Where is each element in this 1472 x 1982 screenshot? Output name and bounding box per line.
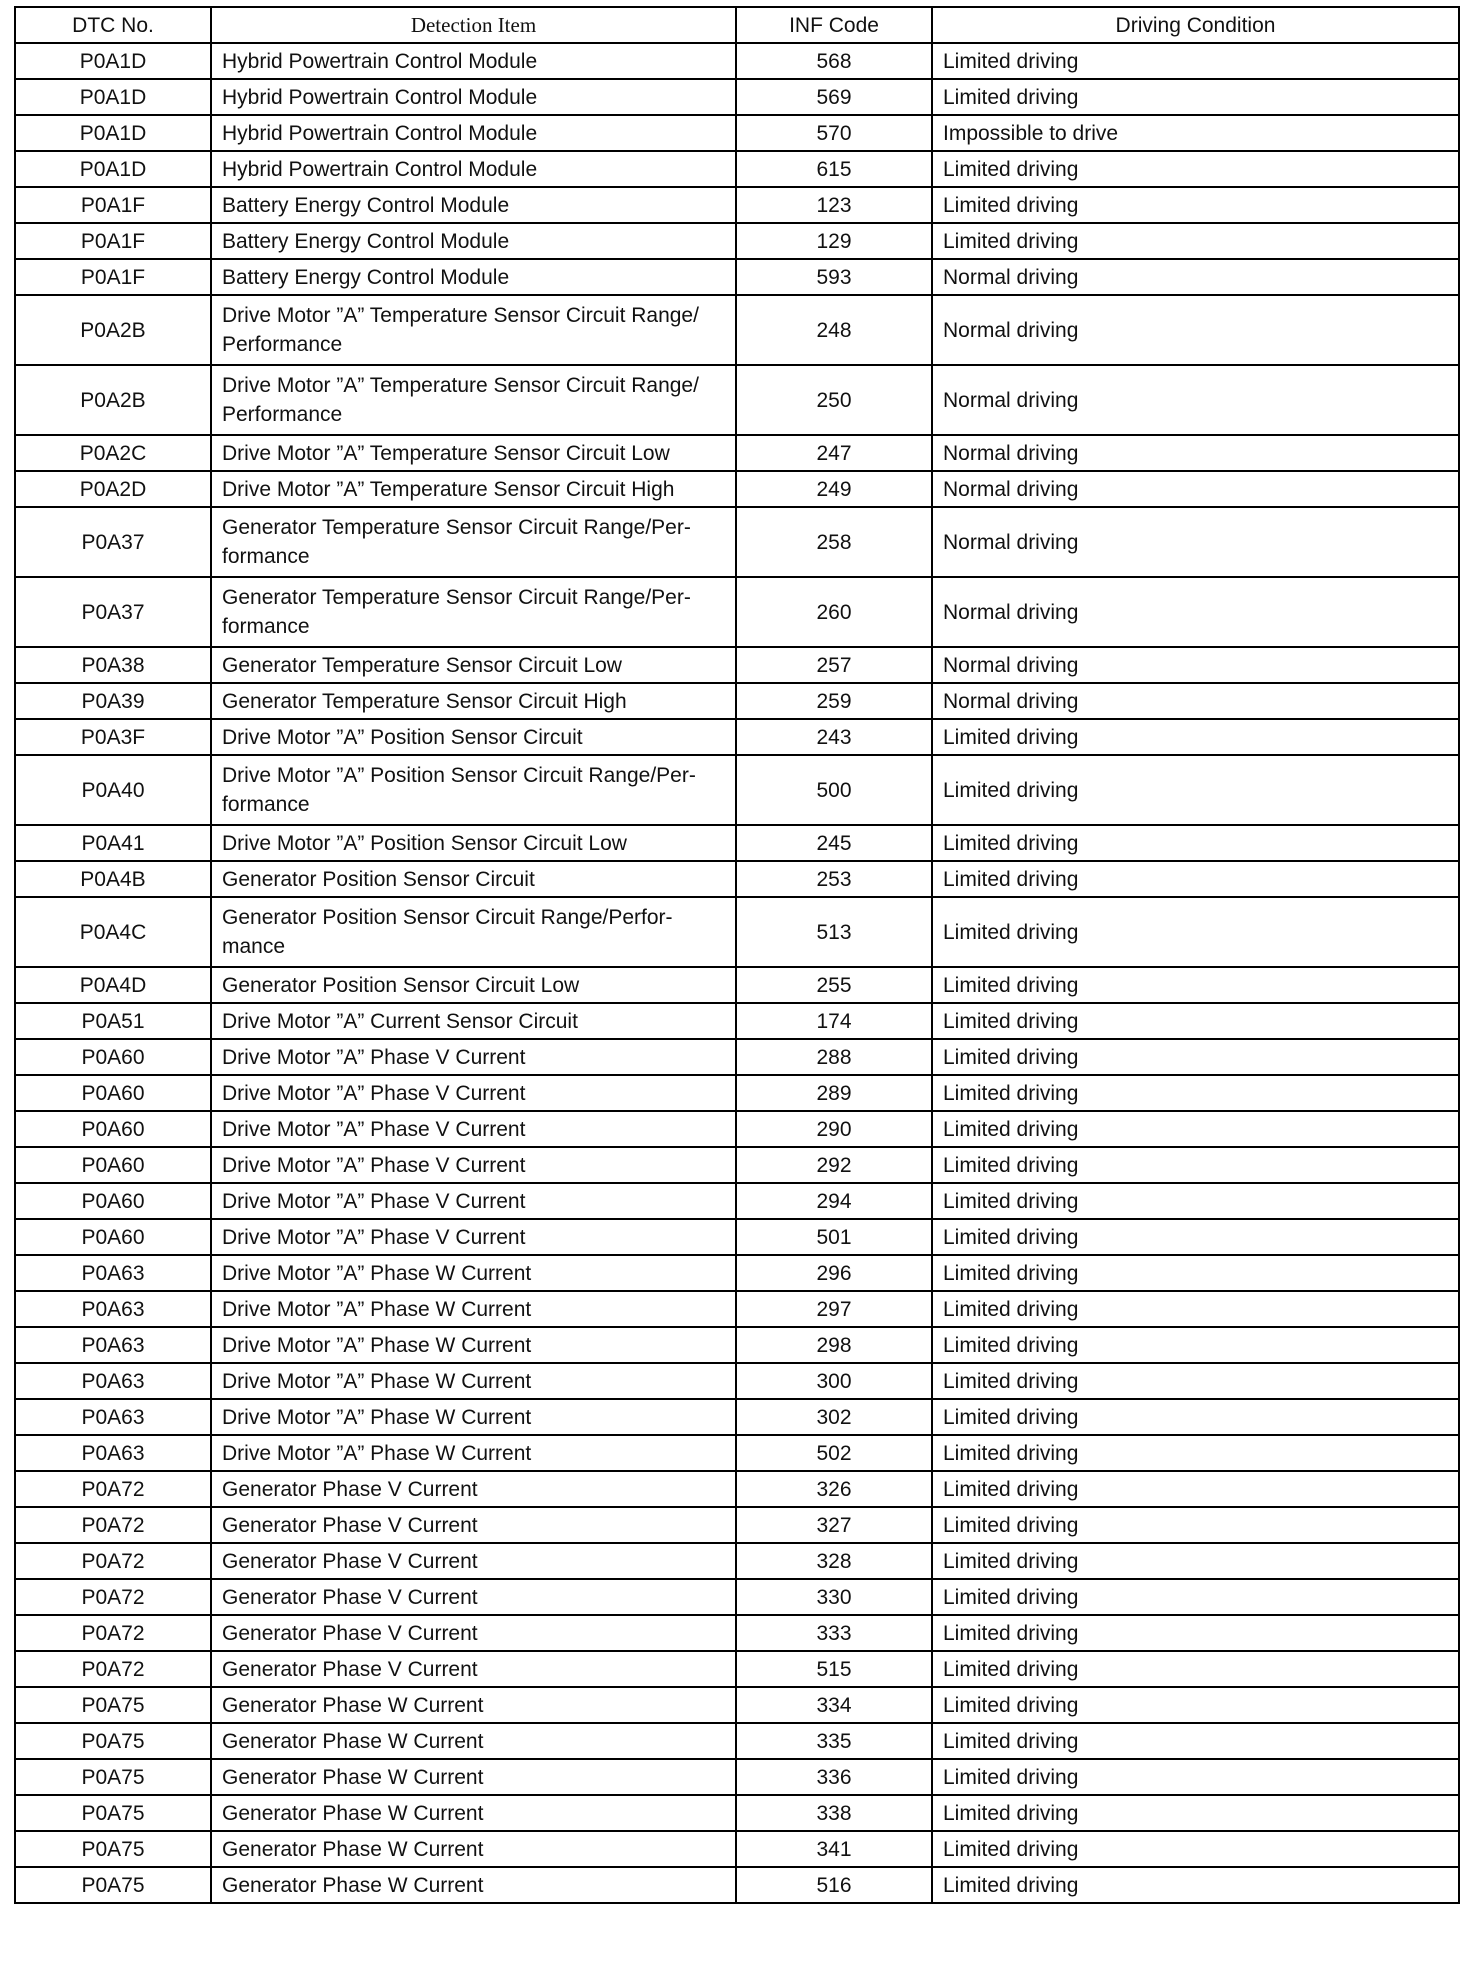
- table-row: [15, 1399, 1459, 1435]
- driving-condition-cell: Limited driving: [932, 1435, 1459, 1471]
- dtc-code-cell: P0A37: [15, 507, 211, 577]
- detection-item-cell: Drive Motor ”A” Temperature Sensor Circuit High: [211, 471, 736, 507]
- inf-code-cell: 328: [736, 1543, 932, 1579]
- driving-condition-cell: Limited driving: [932, 1471, 1459, 1507]
- driving-condition-cell: Limited driving: [932, 861, 1459, 897]
- driving-condition-cell: Limited driving: [932, 43, 1459, 79]
- detection-item-cell: Drive Motor ”A” Current Sensor Circuit: [211, 1003, 736, 1039]
- table-row: [15, 1435, 1459, 1471]
- driving-condition-cell: Limited driving: [932, 1183, 1459, 1219]
- table-row: [15, 1255, 1459, 1291]
- driving-condition-cell: Normal driving: [932, 577, 1459, 647]
- detection-item-cell: Drive Motor ”A” Position Sensor Circuit Range/Per- formance: [211, 755, 736, 825]
- header-inf-code: INF Code: [736, 7, 932, 43]
- detection-item-cell: Drive Motor ”A” Temperature Sensor Circuit Range/ Performance: [211, 295, 736, 365]
- detection-item-cell: Hybrid Powertrain Control Module: [211, 43, 736, 79]
- detection-item-cell: Generator Temperature Sensor Circuit Range/Per- formance: [211, 577, 736, 647]
- driving-condition-cell: Limited driving: [932, 1723, 1459, 1759]
- dtc-code-cell: P0A60: [15, 1183, 211, 1219]
- detection-item-cell: Generator Phase V Current: [211, 1579, 736, 1615]
- inf-code-cell: 515: [736, 1651, 932, 1687]
- dtc-code-cell: P0A75: [15, 1759, 211, 1795]
- driving-condition-cell: Limited driving: [932, 1399, 1459, 1435]
- table-row: [15, 1219, 1459, 1255]
- inf-code-cell: 297: [736, 1291, 932, 1327]
- table-row: [15, 1543, 1459, 1579]
- driving-condition-cell: Limited driving: [932, 1831, 1459, 1867]
- driving-condition-cell: Limited driving: [932, 1075, 1459, 1111]
- dtc-code-cell: P0A60: [15, 1111, 211, 1147]
- detection-item-cell: Generator Phase V Current: [211, 1543, 736, 1579]
- dtc-code-cell: P0A75: [15, 1831, 211, 1867]
- table-row: [15, 259, 1459, 295]
- detection-item-cell: Generator Position Sensor Circuit Range/Perfor- mance: [211, 897, 736, 967]
- driving-condition-cell: Limited driving: [932, 1111, 1459, 1147]
- driving-condition-cell: Normal driving: [932, 683, 1459, 719]
- detection-item-cell: Generator Temperature Sensor Circuit High: [211, 683, 736, 719]
- table-row: [15, 1507, 1459, 1543]
- inf-code-cell: 338: [736, 1795, 932, 1831]
- table-row: [15, 471, 1459, 507]
- inf-code-cell: 593: [736, 259, 932, 295]
- driving-condition-cell: Limited driving: [932, 79, 1459, 115]
- inf-code-cell: 258: [736, 507, 932, 577]
- dtc-code-cell: P0A63: [15, 1255, 211, 1291]
- dtc-code-cell: P0A63: [15, 1363, 211, 1399]
- dtc-code-cell: P0A72: [15, 1615, 211, 1651]
- driving-condition-cell: Limited driving: [932, 967, 1459, 1003]
- table-row: [15, 295, 1459, 365]
- dtc-code-cell: P0A1F: [15, 259, 211, 295]
- detection-item-cell: Drive Motor ”A” Phase V Current: [211, 1039, 736, 1075]
- inf-code-cell: 326: [736, 1471, 932, 1507]
- driving-condition-cell: Normal driving: [932, 259, 1459, 295]
- inf-code-cell: 333: [736, 1615, 932, 1651]
- dtc-code-cell: P0A1D: [15, 115, 211, 151]
- dtc-code-cell: P0A1F: [15, 187, 211, 223]
- driving-condition-cell: Normal driving: [932, 647, 1459, 683]
- driving-condition-cell: Limited driving: [932, 897, 1459, 967]
- inf-code-cell: 259: [736, 683, 932, 719]
- dtc-code-cell: P0A51: [15, 1003, 211, 1039]
- dtc-code-cell: P0A60: [15, 1219, 211, 1255]
- driving-condition-cell: Limited driving: [932, 1147, 1459, 1183]
- inf-code-cell: 501: [736, 1219, 932, 1255]
- detection-item-cell: Generator Phase W Current: [211, 1759, 736, 1795]
- dtc-code-cell: P0A72: [15, 1471, 211, 1507]
- table-row: [15, 1867, 1459, 1903]
- inf-code-cell: 569: [736, 79, 932, 115]
- driving-condition-cell: Limited driving: [932, 825, 1459, 861]
- dtc-code-cell: P0A41: [15, 825, 211, 861]
- table-row: [15, 1075, 1459, 1111]
- driving-condition-cell: Normal driving: [932, 365, 1459, 435]
- table-body: [15, 43, 1459, 1903]
- inf-code-cell: 174: [736, 1003, 932, 1039]
- inf-code-cell: 330: [736, 1579, 932, 1615]
- detection-item-cell: Drive Motor ”A” Phase W Current: [211, 1255, 736, 1291]
- dtc-code-cell: P0A37: [15, 577, 211, 647]
- detection-item-cell: Drive Motor ”A” Phase W Current: [211, 1327, 736, 1363]
- driving-condition-cell: Limited driving: [932, 1579, 1459, 1615]
- inf-code-cell: 516: [736, 1867, 932, 1903]
- inf-code-cell: 336: [736, 1759, 932, 1795]
- dtc-code-cell: P0A1F: [15, 223, 211, 259]
- detection-item-cell: Battery Energy Control Module: [211, 259, 736, 295]
- table-row: [15, 1615, 1459, 1651]
- header-row: [15, 7, 1459, 43]
- dtc-code-cell: P0A72: [15, 1507, 211, 1543]
- detection-item-cell: Drive Motor ”A” Phase W Current: [211, 1291, 736, 1327]
- detection-item-cell: Generator Position Sensor Circuit Low: [211, 967, 736, 1003]
- detection-item-cell: Battery Energy Control Module: [211, 223, 736, 259]
- inf-code-cell: 298: [736, 1327, 932, 1363]
- dtc-code-cell: P0A2B: [15, 365, 211, 435]
- detection-item-cell: Drive Motor ”A” Phase V Current: [211, 1219, 736, 1255]
- driving-condition-cell: Limited driving: [932, 223, 1459, 259]
- inf-code-cell: 296: [736, 1255, 932, 1291]
- dtc-code-cell: P0A60: [15, 1039, 211, 1075]
- table-row: [15, 1003, 1459, 1039]
- dtc-code-cell: P0A1D: [15, 43, 211, 79]
- detection-item-cell: Drive Motor ”A” Position Sensor Circuit: [211, 719, 736, 755]
- driving-condition-cell: Limited driving: [932, 1651, 1459, 1687]
- dtc-code-cell: P0A72: [15, 1651, 211, 1687]
- dtc-table-container: [14, 6, 1458, 1904]
- inf-code-cell: 335: [736, 1723, 932, 1759]
- dtc-code-cell: P0A1D: [15, 151, 211, 187]
- detection-item-cell: Generator Position Sensor Circuit: [211, 861, 736, 897]
- driving-condition-cell: Limited driving: [932, 1795, 1459, 1831]
- inf-code-cell: 292: [736, 1147, 932, 1183]
- inf-code-cell: 334: [736, 1687, 932, 1723]
- driving-condition-cell: Limited driving: [932, 1039, 1459, 1075]
- detection-item-cell: Battery Energy Control Module: [211, 187, 736, 223]
- driving-condition-cell: Limited driving: [932, 1219, 1459, 1255]
- driving-condition-cell: Limited driving: [932, 187, 1459, 223]
- driving-condition-cell: Limited driving: [932, 1867, 1459, 1903]
- table-row: [15, 577, 1459, 647]
- table-row: [15, 435, 1459, 471]
- detection-item-cell: Drive Motor ”A” Phase W Current: [211, 1363, 736, 1399]
- detection-item-cell: Drive Motor ”A” Position Sensor Circuit Low: [211, 825, 736, 861]
- inf-code-cell: 250: [736, 365, 932, 435]
- inf-code-cell: 290: [736, 1111, 932, 1147]
- table-row: [15, 79, 1459, 115]
- table-row: [15, 897, 1459, 967]
- driving-condition-cell: Limited driving: [932, 1615, 1459, 1651]
- dtc-code-cell: P0A75: [15, 1687, 211, 1723]
- table-header: [15, 7, 1459, 43]
- detection-item-cell: Generator Temperature Sensor Circuit Low: [211, 647, 736, 683]
- detection-item-cell: Generator Phase V Current: [211, 1507, 736, 1543]
- inf-code-cell: 247: [736, 435, 932, 471]
- driving-condition-cell: Normal driving: [932, 435, 1459, 471]
- dtc-code-cell: P0A72: [15, 1579, 211, 1615]
- dtc-code-cell: P0A75: [15, 1795, 211, 1831]
- inf-code-cell: 568: [736, 43, 932, 79]
- driving-condition-cell: Limited driving: [932, 719, 1459, 755]
- detection-item-cell: Generator Temperature Sensor Circuit Range/Per- formance: [211, 507, 736, 577]
- inf-code-cell: 260: [736, 577, 932, 647]
- table-row: [15, 1291, 1459, 1327]
- driving-condition-cell: Limited driving: [932, 1759, 1459, 1795]
- dtc-code-cell: P0A2B: [15, 295, 211, 365]
- dtc-code-cell: P0A63: [15, 1399, 211, 1435]
- table-row: [15, 507, 1459, 577]
- driving-condition-cell: Limited driving: [932, 1291, 1459, 1327]
- driving-condition-cell: Limited driving: [932, 1507, 1459, 1543]
- dtc-code-cell: P0A63: [15, 1435, 211, 1471]
- inf-code-cell: 294: [736, 1183, 932, 1219]
- header-driving-condition: Driving Condition: [932, 7, 1459, 43]
- table-row: [15, 1327, 1459, 1363]
- table-row: [15, 1579, 1459, 1615]
- table-row: [15, 1831, 1459, 1867]
- driving-condition-cell: Normal driving: [932, 507, 1459, 577]
- detection-item-cell: Hybrid Powertrain Control Module: [211, 115, 736, 151]
- detection-item-cell: Drive Motor ”A” Phase V Current: [211, 1183, 736, 1219]
- table-row: [15, 365, 1459, 435]
- table-row: [15, 43, 1459, 79]
- inf-code-cell: 513: [736, 897, 932, 967]
- table-row: [15, 967, 1459, 1003]
- table-row: [15, 825, 1459, 861]
- driving-condition-cell: Limited driving: [932, 1363, 1459, 1399]
- driving-condition-cell: Normal driving: [932, 471, 1459, 507]
- detection-item-cell: Drive Motor ”A” Temperature Sensor Circuit Range/ Performance: [211, 365, 736, 435]
- driving-condition-cell: Limited driving: [932, 1255, 1459, 1291]
- table-row: [15, 755, 1459, 825]
- driving-condition-cell: Limited driving: [932, 1687, 1459, 1723]
- table-row: [15, 1723, 1459, 1759]
- driving-condition-cell: Impossible to drive: [932, 115, 1459, 151]
- driving-condition-cell: Limited driving: [932, 151, 1459, 187]
- inf-code-cell: 302: [736, 1399, 932, 1435]
- dtc-code-cell: P0A63: [15, 1291, 211, 1327]
- detection-item-cell: Drive Motor ”A” Phase W Current: [211, 1435, 736, 1471]
- table-row: [15, 1363, 1459, 1399]
- detection-item-cell: Generator Phase V Current: [211, 1471, 736, 1507]
- header-detection-item: Detection Item: [211, 7, 736, 43]
- inf-code-cell: 245: [736, 825, 932, 861]
- inf-code-cell: 288: [736, 1039, 932, 1075]
- dtc-code-cell: P0A63: [15, 1327, 211, 1363]
- header-dtc-no: DTC No.: [15, 7, 211, 43]
- dtc-table: [14, 6, 1460, 1904]
- dtc-code-cell: P0A75: [15, 1723, 211, 1759]
- detection-item-cell: Generator Phase W Current: [211, 1723, 736, 1759]
- inf-code-cell: 123: [736, 187, 932, 223]
- table-row: [15, 861, 1459, 897]
- table-row: [15, 223, 1459, 259]
- table-row: [15, 1795, 1459, 1831]
- dtc-code-cell: P0A4D: [15, 967, 211, 1003]
- table-row: [15, 115, 1459, 151]
- driving-condition-cell: Limited driving: [932, 1543, 1459, 1579]
- inf-code-cell: 502: [736, 1435, 932, 1471]
- dtc-code-cell: P0A2C: [15, 435, 211, 471]
- dtc-code-cell: P0A4C: [15, 897, 211, 967]
- driving-condition-cell: Limited driving: [932, 1327, 1459, 1363]
- detection-item-cell: Drive Motor ”A” Phase V Current: [211, 1147, 736, 1183]
- detection-item-cell: Drive Motor ”A” Phase V Current: [211, 1075, 736, 1111]
- table-row: [15, 1183, 1459, 1219]
- inf-code-cell: 289: [736, 1075, 932, 1111]
- table-row: [15, 1687, 1459, 1723]
- dtc-code-cell: P0A39: [15, 683, 211, 719]
- dtc-code-cell: P0A75: [15, 1867, 211, 1903]
- inf-code-cell: 248: [736, 295, 932, 365]
- table-row: [15, 1651, 1459, 1687]
- driving-condition-cell: Normal driving: [932, 295, 1459, 365]
- inf-code-cell: 257: [736, 647, 932, 683]
- table-row: [15, 1759, 1459, 1795]
- detection-item-cell: Generator Phase W Current: [211, 1795, 736, 1831]
- inf-code-cell: 500: [736, 755, 932, 825]
- inf-code-cell: 255: [736, 967, 932, 1003]
- dtc-code-cell: P0A40: [15, 755, 211, 825]
- driving-condition-cell: Limited driving: [932, 755, 1459, 825]
- detection-item-cell: Generator Phase V Current: [211, 1615, 736, 1651]
- dtc-code-cell: P0A72: [15, 1543, 211, 1579]
- table-row: [15, 683, 1459, 719]
- table-row: [15, 1147, 1459, 1183]
- detection-item-cell: Hybrid Powertrain Control Module: [211, 79, 736, 115]
- table-row: [15, 1111, 1459, 1147]
- dtc-code-cell: P0A4B: [15, 861, 211, 897]
- dtc-code-cell: P0A60: [15, 1075, 211, 1111]
- dtc-code-cell: P0A1D: [15, 79, 211, 115]
- inf-code-cell: 615: [736, 151, 932, 187]
- detection-item-cell: Generator Phase V Current: [211, 1651, 736, 1687]
- inf-code-cell: 327: [736, 1507, 932, 1543]
- detection-item-cell: Drive Motor ”A” Temperature Sensor Circuit Low: [211, 435, 736, 471]
- detection-item-cell: Generator Phase W Current: [211, 1867, 736, 1903]
- detection-item-cell: Generator Phase W Current: [211, 1687, 736, 1723]
- table-row: [15, 1471, 1459, 1507]
- inf-code-cell: 570: [736, 115, 932, 151]
- inf-code-cell: 249: [736, 471, 932, 507]
- detection-item-cell: Drive Motor ”A” Phase W Current: [211, 1399, 736, 1435]
- inf-code-cell: 300: [736, 1363, 932, 1399]
- detection-item-cell: Drive Motor ”A” Phase V Current: [211, 1111, 736, 1147]
- detection-item-cell: Hybrid Powertrain Control Module: [211, 151, 736, 187]
- dtc-code-cell: P0A2D: [15, 471, 211, 507]
- inf-code-cell: 253: [736, 861, 932, 897]
- dtc-code-cell: P0A60: [15, 1147, 211, 1183]
- table-row: [15, 187, 1459, 223]
- table-row: [15, 151, 1459, 187]
- dtc-code-cell: P0A38: [15, 647, 211, 683]
- table-row: [15, 719, 1459, 755]
- table-row: [15, 647, 1459, 683]
- inf-code-cell: 341: [736, 1831, 932, 1867]
- driving-condition-cell: Limited driving: [932, 1003, 1459, 1039]
- detection-item-cell: Generator Phase W Current: [211, 1831, 736, 1867]
- inf-code-cell: 129: [736, 223, 932, 259]
- dtc-code-cell: P0A3F: [15, 719, 211, 755]
- inf-code-cell: 243: [736, 719, 932, 755]
- table-row: [15, 1039, 1459, 1075]
